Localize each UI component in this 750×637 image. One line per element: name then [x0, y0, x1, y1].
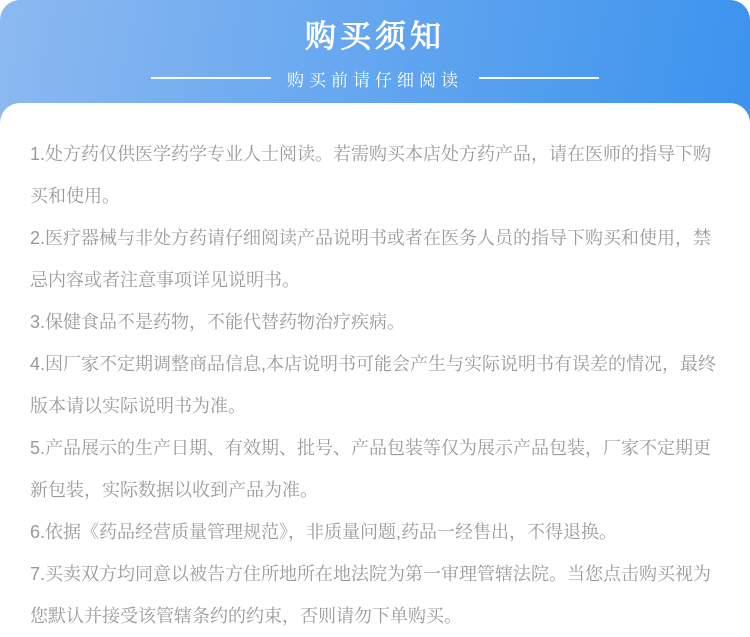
page-title: 购买须知 — [305, 19, 445, 54]
notice-item: 4.因厂家不定期调整商品信息,本店说明书可能会产生与实际说明书有误差的情况，最终版本请以实际说明书为准。 — [30, 354, 717, 416]
notice-item: 7.买卖双方均同意以被告方住所地所在地法院为第一审理管辖法院。当您点击购买视为您默认并接受该管辖条约的约束，否则请勿下单购买。 — [30, 564, 712, 626]
notice-item: 2.医疗器械与非处方药请仔细阅读产品说明书或者在医务人员的指导下购买和使用，禁忌内容或者注意事项详见说明书。 — [30, 228, 712, 290]
notice-card — [0, 103, 750, 636]
page-subtitle: 购买前请仔细阅读 — [287, 70, 463, 90]
subtitle-row — [0, 58, 750, 98]
notice-item: 6.依据《药品经营质量管理规范》，非质量问题,药品一经售出，不得退换。 — [30, 522, 618, 542]
notice-item: 3.保健食品不是药物，不能代替药物治疗疾病。 — [30, 312, 406, 332]
notice-item: 1.处方药仅供医学药学专业人士阅读。若需购买本店处方药产品，请在医师的指导下购买和使用。 — [30, 144, 712, 206]
notice-item: 5.产品展示的生产日期、有效期、批号、产品包装等仅为展示产品包装，厂家不定期更新包装，实际数据以收到产品为准。 — [30, 438, 712, 500]
notice-list — [30, 133, 720, 637]
subtitle-right-rule — [479, 77, 599, 79]
subtitle-left-rule — [151, 77, 271, 79]
